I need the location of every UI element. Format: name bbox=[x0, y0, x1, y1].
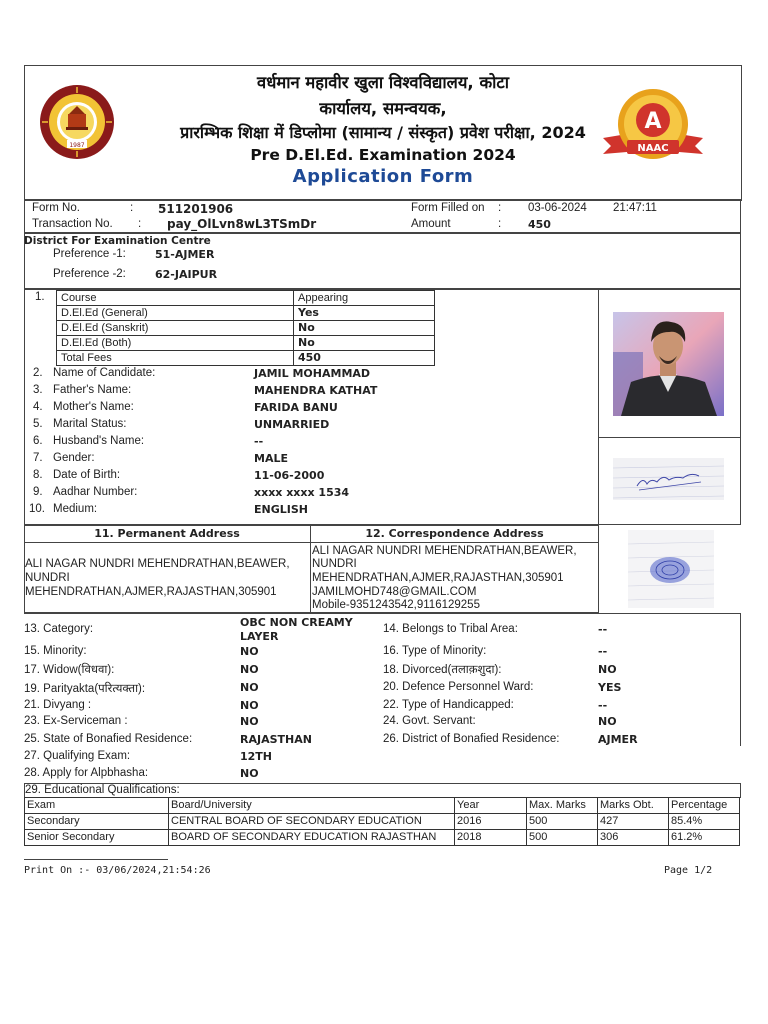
permanent-address-title: 11. Permanent Address bbox=[94, 527, 240, 540]
category-value-line2: LAYER bbox=[240, 630, 279, 643]
husband-name-value: -- bbox=[254, 435, 264, 448]
detail-number: 4. bbox=[33, 401, 43, 413]
detail-label: Name of Candidate: bbox=[53, 367, 156, 379]
course-row bbox=[57, 351, 435, 366]
course-appearing: No bbox=[294, 321, 435, 336]
parityakta-label: 19. Parityakta(परित्यक्ता): bbox=[24, 683, 146, 695]
widow-value: NO bbox=[240, 663, 259, 676]
correspondence-address-line: NUNDRI bbox=[312, 558, 357, 570]
course-table-header bbox=[57, 291, 435, 306]
minority-type-value: -- bbox=[598, 645, 608, 658]
alpbhasha-label: 28. Apply for Alpbhasha: bbox=[24, 767, 149, 779]
document-header bbox=[24, 65, 742, 201]
detail-label: Marital Status: bbox=[53, 418, 127, 430]
divyang-label: 21. Divyang : bbox=[24, 699, 92, 711]
handicapped-type-label: 22. Type of Handicapped: bbox=[383, 699, 514, 711]
course-name: Total Fees bbox=[57, 351, 294, 366]
gender-value: MALE bbox=[254, 452, 288, 465]
edu-header-percentage: Percentage bbox=[669, 798, 740, 814]
category-value: OBC NON CREAMY bbox=[240, 616, 353, 629]
course-row bbox=[57, 336, 435, 351]
ex-serviceman-label: 23. Ex-Serviceman : bbox=[24, 715, 128, 727]
page-number: Page 1/2 bbox=[664, 865, 713, 876]
correspondence-email: JAMILMOHD748@GMAIL.COM bbox=[312, 586, 477, 598]
amount-label: Amount bbox=[411, 218, 451, 230]
course-appearing: No bbox=[294, 336, 435, 351]
table-row bbox=[25, 830, 740, 846]
candidate-photo bbox=[613, 312, 724, 416]
parityakta-value: NO bbox=[240, 681, 259, 694]
naac-grade-text: A bbox=[644, 109, 662, 134]
preference-2-label: Preference -2: bbox=[53, 268, 126, 280]
preference-1-value: 51-AJMER bbox=[155, 248, 215, 261]
detail-label: Date of Birth: bbox=[53, 469, 121, 481]
edu-year: 2016 bbox=[455, 814, 527, 830]
alpbhasha-value: NO bbox=[240, 767, 259, 780]
education-table-header bbox=[25, 798, 740, 814]
edu-board: CENTRAL BOARD OF SECONDARY EDUCATION bbox=[169, 814, 455, 830]
exam-title-hindi: प्रारम्भिक शिक्षा में डिप्लोमा (सामान्य / संस्कृत) प्रवेश परीक्षा, 2024 bbox=[180, 123, 586, 142]
tribal-area-label: 14. Belongs to Tribal Area: bbox=[383, 623, 518, 635]
table-row bbox=[25, 814, 740, 830]
course-number: 1. bbox=[35, 291, 45, 303]
edu-percentage: 85.4% bbox=[669, 814, 740, 830]
marital-status-value: UNMARRIED bbox=[254, 418, 330, 431]
naac-badge-logo bbox=[597, 86, 709, 166]
detail-label: Mother's Name: bbox=[53, 401, 134, 413]
course-appearing: Yes bbox=[294, 306, 435, 321]
course-name: D.El.Ed (Sanskrit) bbox=[57, 321, 294, 336]
thumb-impression-image bbox=[628, 530, 714, 608]
detail-label: Husband's Name: bbox=[53, 435, 145, 447]
amount-value: 450 bbox=[528, 218, 551, 231]
course-row bbox=[57, 306, 435, 321]
detail-number: 8. bbox=[33, 469, 43, 481]
detail-number: 3. bbox=[33, 384, 43, 396]
course-header-course: Course bbox=[57, 291, 294, 306]
edu-exam: Senior Secondary bbox=[25, 830, 169, 846]
edu-marks-obt: 427 bbox=[598, 814, 669, 830]
education-title: 29. Educational Qualifications: bbox=[25, 784, 180, 796]
course-row bbox=[57, 321, 435, 336]
edu-year: 2018 bbox=[455, 830, 527, 846]
detail-number: 6. bbox=[33, 435, 43, 447]
transaction-no-value: pay_OlLvn8wL3TSmDr bbox=[167, 217, 317, 231]
candidate-name-value: JAMIL MOHAMMAD bbox=[254, 367, 371, 380]
edu-header-board: Board/University bbox=[169, 798, 455, 814]
print-on-text: Print On :- 03/06/2024,21:54:26 bbox=[24, 865, 211, 876]
form-no-sep: : bbox=[130, 202, 134, 214]
correspondence-address-title: 12. Correspondence Address bbox=[365, 527, 544, 540]
permanent-address-line: MEHENDRATHAN,AJMER,RAJASTHAN,305901 bbox=[25, 586, 277, 598]
divyang-value: NO bbox=[240, 699, 259, 712]
mother-name-value: FARIDA BANU bbox=[254, 401, 338, 414]
ex-serviceman-value: NO bbox=[240, 715, 259, 728]
divorced-value: NO bbox=[598, 663, 617, 676]
form-no-value: 511201906 bbox=[158, 202, 234, 216]
father-name-value: MAHENDRA KATHAT bbox=[254, 384, 378, 397]
amount-sep: : bbox=[498, 218, 502, 230]
form-filled-label: Form Filled on bbox=[411, 202, 485, 214]
category-label: 13. Category: bbox=[24, 623, 94, 635]
permanent-address-line: NUNDRI bbox=[25, 572, 70, 584]
widow-label: 17. Widow(विधवा): bbox=[24, 664, 115, 676]
page-title: Application Form bbox=[292, 166, 474, 187]
form-filled-sep: : bbox=[498, 202, 502, 214]
transaction-no-sep: : bbox=[138, 218, 142, 230]
minority-type-label: 16. Type of Minority: bbox=[383, 645, 487, 657]
medium-value: ENGLISH bbox=[254, 503, 308, 516]
state-residence-label: 25. State of Bonafied Residence: bbox=[24, 733, 193, 745]
handicapped-type-value: -- bbox=[598, 699, 608, 712]
naac-label-text: NAAC bbox=[637, 143, 669, 154]
edu-max-marks: 500 bbox=[527, 814, 598, 830]
minority-value: NO bbox=[240, 645, 259, 658]
district-residence-value: AJMER bbox=[598, 733, 638, 746]
detail-number: 2. bbox=[33, 367, 43, 379]
detail-number: 5. bbox=[33, 418, 43, 430]
detail-label: Gender: bbox=[53, 452, 95, 464]
edu-header-marks-obt: Marks Obt. bbox=[598, 798, 669, 814]
course-name: D.El.Ed (General) bbox=[57, 306, 294, 321]
correspondence-address-line: MEHENDRATHAN,AJMER,RAJASTHAN,305901 bbox=[312, 572, 564, 584]
govt-servant-value: NO bbox=[598, 715, 617, 728]
detail-number: 10. bbox=[29, 503, 45, 515]
detail-number: 9. bbox=[33, 486, 43, 498]
correspondence-mobile: Mobile-9351243542,9116129255 bbox=[312, 599, 480, 611]
course-name: D.El.Ed (Both) bbox=[57, 336, 294, 351]
correspondence-address-line: ALI NAGAR NUNDRI MEHENDRATHAN,BEAWER, bbox=[312, 545, 577, 557]
permanent-address-line: ALI NAGAR NUNDRI MEHENDRATHAN,BEAWER, bbox=[25, 558, 290, 570]
preference-1-label: Preference -1: bbox=[53, 248, 126, 260]
tribal-area-value: -- bbox=[598, 623, 608, 636]
course-table bbox=[56, 290, 435, 366]
edu-header-exam: Exam bbox=[25, 798, 169, 814]
seal-year-text: 1987 bbox=[69, 142, 85, 149]
detail-label: Aadhar Number: bbox=[53, 486, 138, 498]
form-filled-time: 21:47:11 bbox=[613, 202, 657, 214]
signature-image bbox=[613, 458, 724, 500]
university-name-hindi: वर्धमान महावीर खुला विश्वविद्यालय, कोटा bbox=[257, 73, 509, 92]
state-residence-value: RAJASTHAN bbox=[240, 733, 312, 746]
preference-2-value: 62-JAIPUR bbox=[155, 268, 218, 281]
course-header-appearing: Appearing bbox=[294, 291, 435, 306]
exam-centre-title: District For Examination Centre bbox=[24, 235, 211, 247]
edu-marks-obt: 306 bbox=[598, 830, 669, 846]
qualifying-exam-value: 12TH bbox=[240, 750, 273, 763]
edu-board: BOARD OF SECONDARY EDUCATION RAJASTHAN bbox=[169, 830, 455, 846]
course-appearing: 450 bbox=[294, 351, 435, 366]
edu-percentage: 61.2% bbox=[669, 830, 740, 846]
form-no-label: Form No. bbox=[32, 202, 80, 214]
defence-ward-label: 20. Defence Personnel Ward: bbox=[383, 681, 534, 693]
education-table bbox=[24, 797, 740, 846]
edu-max-marks: 500 bbox=[527, 830, 598, 846]
defence-ward-value: YES bbox=[598, 681, 622, 694]
detail-label: Medium: bbox=[53, 503, 98, 515]
edu-header-max-marks: Max. Marks bbox=[527, 798, 598, 814]
edu-header-year: Year bbox=[455, 798, 527, 814]
footer-divider bbox=[24, 859, 168, 860]
transaction-no-label: Transaction No. bbox=[32, 218, 113, 230]
detail-label: Father's Name: bbox=[53, 384, 132, 396]
detail-number: 7. bbox=[33, 452, 43, 464]
dob-value: 11-06-2000 bbox=[254, 469, 325, 482]
govt-servant-label: 24. Govt. Servant: bbox=[383, 715, 476, 727]
minority-label: 15. Minority: bbox=[24, 645, 87, 657]
office-coordinator-hindi: कार्यालय, समन्वयक, bbox=[319, 99, 447, 118]
edu-exam: Secondary bbox=[25, 814, 169, 830]
exam-title-english: Pre D.El.Ed. Examination 2024 bbox=[250, 146, 516, 164]
form-filled-date: 03-06-2024 bbox=[528, 202, 587, 214]
divorced-label: 18. Divorced(तलाक़शुदा): bbox=[383, 664, 502, 676]
district-residence-label: 26. District of Bonafied Residence: bbox=[383, 733, 560, 745]
qualifying-exam-label: 27. Qualifying Exam: bbox=[24, 750, 131, 762]
aadhar-value: xxxx xxxx 1534 bbox=[254, 486, 350, 499]
